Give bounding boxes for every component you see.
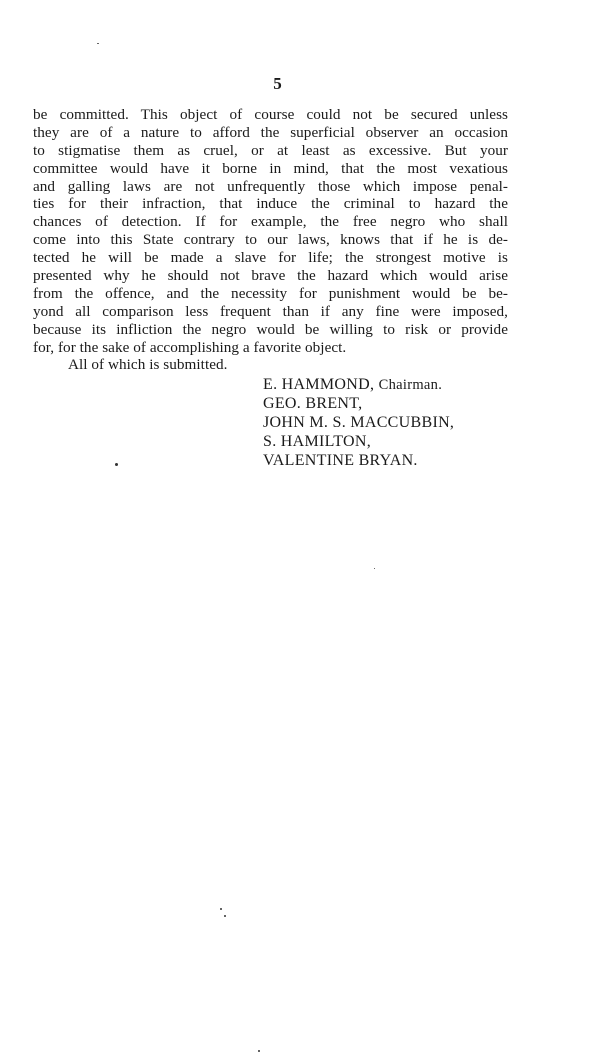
signatory (263, 451, 513, 470)
text-line: yond all comparison less frequent than if any fine were imposed, (33, 302, 508, 320)
scan-speck (258, 1050, 260, 1052)
signatory (263, 375, 513, 394)
scan-speck (374, 568, 375, 569)
signatory-title: Chairman. (378, 377, 443, 393)
signatory (263, 432, 513, 451)
text-line: because its infliction the negro would be willing to risk or provide (33, 320, 508, 338)
text-line: ties for their infraction, that induce the criminal to hazard the (33, 195, 508, 213)
signatory-name: E. HAMMOND, (263, 376, 375, 393)
text-line: be committed. This object of course could not be secured unless (33, 106, 508, 123)
scan-speck (97, 43, 99, 44)
text-line: committee would have it borne in mind, that the most vexatious (33, 159, 508, 177)
text-line: come into this State contrary to our laws, knows that if he is de- (33, 231, 508, 249)
text-line: from the offence, and the necessity for punishment would be be- (33, 284, 508, 302)
signatory-name: JOHN M. S. MACCUBBIN, (263, 414, 455, 431)
scan-speck (115, 463, 118, 466)
page-number: 5 (273, 74, 282, 93)
signatory (263, 413, 513, 432)
body-paragraph (33, 106, 508, 374)
closing-line: All of which is submitted. (68, 356, 228, 374)
text-line: for, for the sake of accomplishing a favorite object. (33, 338, 347, 356)
text-line: presented why he should not brave the hazard which would arise (33, 267, 508, 285)
text-line: they are of a nature to afford the superficial observer an occasion (33, 123, 508, 141)
scan-speck (220, 908, 222, 910)
signatory-name: GEO. BRENT, (263, 395, 363, 412)
text-line: and galling laws are not unfrequently those which impose penal- (33, 177, 508, 195)
signature-block (263, 375, 513, 470)
signatory-name: VALENTINE BRYAN. (263, 452, 418, 469)
text-line: to stigmatise them as cruel, or at least as excessive. But your (33, 141, 508, 159)
text-line: tected he will be made a slave for life; the strongest motive is (33, 249, 508, 267)
signatory (263, 394, 513, 413)
signatory-name: S. HAMILTON, (263, 433, 372, 450)
text-line: chances of detection. If for example, the free negro who shall (33, 213, 508, 231)
scan-speck (224, 915, 226, 917)
